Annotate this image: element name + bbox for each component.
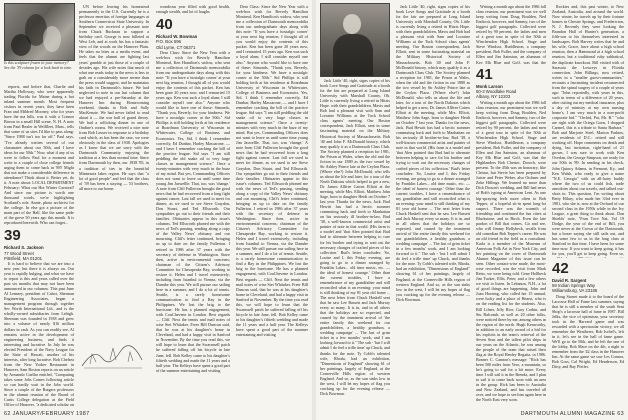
class-number: 41 [476, 66, 493, 83]
paragraph: Writing a month ago about the 1986 fall class reunion, our prominent was we well keep writing from Doug Boulden, Ned Endicott, however, and Sammy, two of the biggest golf paragraphs. Collected were retired by 90 percent, the ladies and men of a great tour in spite of the 50th at Winchendon High School. Stage and Steve Windsor, Huddleston, a company president, Bob Fuller, and the company of Ellen and Jim Sainston, an alumnus of Key Elk Blue and Golf, was that the [476, 4, 546, 64]
right-page [316, 0, 628, 420]
secretary-city: Old Lyme, CT 06371 [156, 44, 196, 50]
paragraph: Rockies and, this past winter, to New Zealand, Australia, and around the world. Now winter, he travels up by their fortune homes in Chester Springs, and Fredericton, N. J. Recently they were looking the Brandon Hall of Hunter's generation, a fifth-son to his themselves interested in landscapes. Bob Harvey writes that he and his wife, Grace, have about a high school reunion, then a Hammond at a high school reunion, but a traditional ruby sabbatical, the duplicate knockout. Bill visited with of Sarasota the Lowreys in Florida connection. John Billings, now retired, writes in a "smaller guest-communities," recounts a fascinating incident reconnected from the spinal surgery of a couple of years ago: "John reportedly, with years in this, such in terms of a difference of 20 years, after cutting out my medical insurance, plus a day of ministry at my own nursing home's, I am very much in a non-profit corporate bid." "Orchid, Pat, Mr. B." "who are right with the Ortega Goen, I dropped Carmel, this is a tribute to Santa Barbara." Bob and Marjorie Steel, Marion Parkins, are residents of D.C.: retired and still working off. Hope comments on death and dying, but invitation, right-hand of 21 grown, I was sure to work with Ken Overlan, the George Simpson, are ready for our 50th in '89. In sending in his check, John Quincy Adams, in Fremont, Ky., and Ken Walsh, who ready to give a name "N.E. Georgia" with an all-hairy buddy where the two of us could fish, trade anecdotes about our travels, and talked out-shots in. This question, I'm writing about Betty Hilary, who made her 33rd ever in 1981, who she is, now at the Orchard of our second class in the 1950s while in the Ivy League, a great thing to think about. Dan Shields' note, "Fran Tove Nat, Vol 19 Dodge, the year of the end of Bill, you were never at the Crown of the Dartmouth, but a boxer saying she still sails out, and has some few to us in the long class at Stanford in that time. I have been for some time now. If you want to keep going, it has for you, you'll get to keep going. Even so, [552, 4, 624, 257]
paragraph: reports, and before that, Charlie and Martha Holloway, who were apparently trading Florida for Maine during a hot inland summer month. Most frequent visitors in recent years, they have been Fran and Mildred Mooney, who for years have the ma hills, was it with a Connor Brown in a small Hill scene, N. H. A note from Paul Beuler in Wellfleet, Mass., tells that some of us sites I'd like to pass along: "Since 1988 isn't too far off." Paul says, "I've already written several of our classmates about our 50th, and I have ideas for our 50th." Now, what if any of us were to follow Paul for a moment and write to a couple of close college friends urging them to come back in '88? Might that not make a considerable difference in attendance? Think about it. Better yet, do it. A note about: LOCAL DEPARTMENT February: What our Hot Winter Carnival! And since our picture is worth one thousand words, we're highlighting Scotland's role. Annie, photo archivist for the college. In else got a picture of the main part of the Hall, like the same pride of the grove 50 years ago this month. It is reproduced herewith. Who can forget... [4, 84, 74, 226]
right-column-2 [396, 4, 470, 404]
paragraph: Dear Class: Since the New Year with a web-box wish for Beverly Hamilton Montreal, Ken Hamilton's widow, who sent me a collection of Dartmouth memorabilia from our undergraduate days along with this note: "If you have a 'nostalgic corner' at your next big reunion, I thought all of you would enjoy the contents of this packet. Ken has been gone 20 years now, and I remarried 15 years ago. Ken was such a loyal alum; I still consider myself one also." Anyone who would like to have one of these: Simonds, "Thank you, Beverly, for your kindness. We have a nostalgic corner at the 50th." Sid Phillips is still holding forth at his residence at Boardman University of Wisconsin in Whitewater, College of Business and Economics. Yes, Sid, I think I remember correctly, Ed Dunbar, Harley Mascarone, — and I have I remember cracking the bill of the practice league. Sid says "I am still peddling the old snake oil to very large classes in management science." Once a twenty-minutes with very much in the buzz of my mind. But yes, Commanding Officers does not want to leave us until some time young Jim Jaswellle. That, too, was 'change.' A note from Cliff Fullerton brought the good news that he had recovered from a long fight against cancer. Last fall we used to meet for dinner, as we used to see Steve Graydon, Don Stuart, and Ted Ellsworth. Our sympathies go out to their friends and their families. Obituaries appear in this issue's columns. Ted Ellsworth phoned me with the news of Ted's passing, sending along a copy of the Valley News' obituary and our mourning. Cliff's letter continued, bringing us up to date on the family Fullerton. I retired in 1986 after 37 years with the secretary of defense in Washington. Since then, active in environmental concerns; chairman of the Citizen's Advisory Committee for Chesapeake Bay, working to restore it. Helen and I travel extensively; including from Istanbul to Vienna, via the Danube this year. We still pursue our sailing here in a summer, and I do a lot of tennis. Seattle, is a rarely homesome communication to find a Ray in the Philippines. We lost the brig to the hurricane. He has a planned engagement, with CouChevene in London. Best regards — Cliff. Next the tennis and mail notes of wise Stet Whitaker, Freer Bill Duncan said, that he was at his daughter's home in Cleveland, and had a happy visit in Sanford in November. By the time you read this, we will hope to learn that the Swarmsell patch he suffered falling off his bicycle in late June, fell. Bob Kelley came to his daughter's fiftieth wedding and made the 11 years and a half year. The Kelleys have spent a good part of the summer entertaining and visiting [236, 4, 308, 338]
secretary-city: Williamsburg, VA 23185 [552, 288, 598, 294]
paragraph: UN before leaving his homestead permanently to the U.S. Currently he is a professor emeritus of foreign languages at Southern Connecticut State University. In September we received a pleasant note from Chuck Bucknan to support a birthday card. George is now billeted at West Leb, and at work his has a fantastic view of the woods on the Hanover Plain. He takes no bites as a media event, and feels that the alumni are fighting last years' gamble at just those of a couple of decades ago. His wife notes that much of what one reads today in the news is less to grab on a considerably more serene than the press would suggest, and he maintains his faith in Dartmouth's future. We had neglected to note in our last column that we had enjoyed a pre-Saturday at the Hanover Inn during Homecoming weekend, thanks to Bob and Sally MacKenzie. We had never failed to read about it — the war half of grand theory. We had a rollicking dinner in one of Ondine's rooms. We received a nice note from Bob Leuser in response to a birthday card which, as has been the case, we were obviously in the class of 1938. Apologies as I know that we are sorry with the Dartmouth Community enjoying the tradition at a less than normal time. Since from Dartmouth by then, our 1938 '85, in a tradition of ties in the beautiful Minnesota lakes region. He says that "a lot of good people" and feel that the class of '39 has been a staying — 53 brothers, all more to our home. [79, 4, 149, 191]
class-secretary-address [156, 34, 230, 50]
sketch-illustration [80, 340, 146, 370]
class-secretary-address [4, 245, 74, 261]
secretary-street: 59 Indian Springs Way [552, 283, 596, 289]
secretary-street: 77 Wood Street [4, 250, 34, 256]
secretary-city: Albany, NY 12203 [476, 94, 511, 100]
right-column-1 [320, 78, 390, 408]
page-folio: 62 JANUARY/FEBRUARY 1987 [4, 411, 90, 417]
author-photo [320, 3, 390, 77]
secretary-name: David R. Sargent [552, 278, 587, 283]
class-column-text: It is hard to believe that we are into a new year, but there it is always on. Our year is rapidly bulging, and what we have to report is this and years called over the past six months that may not have been announced in our columns. This past June Al Lemney, president of Cabot, Sherman Engineering Associates, began a management program through together Sec Worth International Ltd., and is the wholly-owned subsidiaries from Lehigh. Sherman was founded in 1938 and grew into a volume of nearly $16 million dollars in cash. As you can readily see, Al remains active in the development of engineering business, and finds it interesting and lucrative. In July he was elected President of the Navy League for the State of Hawaii, another of his interests, after long lucrative. Bob Chelsea from the New Yorker Restaurant in Hanover, Sam Boston reports on an article by Armando Cuellar entitled, "Computing takes some Jobs Comes following article so can hardly wait in the Jobs world. Since a couple of the Rutgers professors in the alumni reunion of the Board of Curtis College delegation at the Field Office of Hanover, "a dedicated scholar on [4, 260, 74, 408]
class-number: 40 [156, 16, 173, 34]
class-column-text: Writing a month ago about the 1986 fall class reunion, our prominent was we well keep writing from Doug Boulden, Ned Endicott, however, and Sammy, two of the biggest golf paragraphs. Collected were retired by 90 percent, the ladies and men of a great tour in spite of the 50th at Winchendon High School. Stage and Steve Windsor, Huddleston, a company president, Bob Fuller, and the company of Ellen and Jim Sainston, an alumnus of Key Elk Blue and Golf, was that the Highlanders Bob Chester, Doroch, were present. To the 45th was an honorary, like Cletaur, but Stevie has been prepared by Juicer and Peter Weber, also Otchner and Zeke Hillings. We learned no more than Dick Drouin's wedding, and Bill had news of Bob's typing at American Lent. As one hip-spraying feels more often to Bob Tepper, of a hopeful sit-in spent long-lot suspect. There was the warmth of friendship and continued the fun cities at Blackstone, and in Birch. Even the late pardon of Bill that comes. Go and see, who will Jimmy Hollybeck, recalls from old comedian Bob Tepper's career. He was an old friend in the field as a consultant. Karla is a member of the Museum of American Folk Art in New York City, and her painting on the cover of Dartmouth Alumni Magazine of this issue can be seen. Other contact-wise made, the most-wise recorded, was the visit from Mark Reiss, we were being told. Gene Hollbeck Jim Tucker, Ellis, Peter, and a few others we visit to listen. In Lebanon, N.H., a lot of good things are happening. John and Joan Horning, who called her 15 annual, were lucky and a place of Hearst, who is on the reading list for the students. Also, Bill Lifner, Jiffy Rice, Gary Corbin, and Stu Balcomb, as well as 20 other folks, were noticed there by me, among others in the region of the north. Hugh Kenworthy, in addition to an early award of a bid for his exploits in the team's retrieval of the Seven Seas and the tallest pilot ships in our years on the Atlantic, he was among the people of the team that raised their flag at the Royal Henley Regatta, in 1986. Bonner C. Cannon's message: "Rick has been 500 miles from Vero, a mountain, so he's going to sail for a bit more. Every time I will sail it in the Brenda, and I plan to sail it to come back soon with an area in the group. Rick has been to Australia and New Zealand, and has traveled all over, and we hope to see him again here in the North East very soon. [476, 99, 546, 403]
class-number: 42 [552, 260, 569, 277]
paragraph: Jack Little '40, right, signs copies of his book Love Songs and Gratitude at a booth for the fair are prepared at Long Island University with Marshall County, Oh. Little is currently living a retired in Hitzis Hope. with their grandchildren, Mavis and Bob had a pleasant visit with Sam and Lorraine Williams at the Tuck School class agents' meeting. Our Boston correspondent, Jack Elliott, sent in some fascinating material on the Military Historical Society of Massachusetts. Bob '40 and John F. McDonald history, which may qualify it as a Dartmouth Class Club. The Society planned a reception for 1981, the Prison at Wales, when the old and the fiction in our 1880 as the two vessel by Sir Ashley Prince late at the Ceylon Plaza. (Where else?) John McDonald, who tells us about the life and later, for a tour of the North Dakotas which helped to get a new, Dr. James Allfree Cairns Elliott at the meeting, while Mrs. Elliott, Matthew John Sage, born to daughter Heidi on October 7 last year. Thanks for the news, Jack. Bud Hewitt has had a hectic summer commuting back and forth to Manhattan on his seriously ill brother-in-law, Bud '38, a well-known commercial artist and painter of note in that world. (His farm is a model and 'that Alen pointed that Bud had to alternate between helping to care for his brother and trying to wait out the necessary changes of crafted pieces of his collection.' Bud's letter concludes: 'So, Louise and I, this Friday evening, are going to go to a dinner arranged by Franklin Lakes... old time music, etc. — the ideal of honest courage.' Other than the current troubles, I have a remembrance of my grandfather and still reconciled what is an evening: your mind is still thinking of my 81 year old home ... The next letter from Chuck Haskell sent that he saw Lee Bassett and Jack Murray every so many. It is in, and in all others that the holidays are so expected, and caused by the imminent arrival of 'the entire family this weekend for our grandchildren, a healthy grandson, a wedding campaign' ... The last of grim ticket in a few months' work, and I am looking forward to it." The sub - 'but I will admit I do feel a trifle time' up Chuck, and thanks for the note. Ty Cobb's talented wife, Rhoda, had an exhibition, "Dimensions of England" showing 61 of her paintings, largely of England, at the Cornerville Hills region of western England. And so, as the sun sinks low in the west, I will let my hopes of flag you cracking up for the evening release — Dick Bowman. [320, 78, 390, 396]
paragraph: wondrous year filled with good health, enough wealth, and lot of laughs. [156, 4, 230, 15]
secretary-name: Monk Larson [476, 84, 503, 89]
class-column-text: Dear Class: Since the New Year with a web-box wish for Beverly Hamilton Montreal, Ken Hamilton's widow, who sent me a collection of Dartmouth memorabilia from our undergraduate days along with this note: "If you have a 'nostalgic corner' at your next big reunion, I thought all of you would enjoy the contents of this packet. Ken has been gone 20 years now, and I remarried 15 years ago. Ken was such a loyal alum; I still consider myself one also." Anyone who would like to have one of these: Simonds, "Thank you, Beverly, for your kindness. We have a nostalgic corner at the 50th." Sid Phillips is still holding forth at his residence at Boardman University of Wisconsin in Whitewater, College of Business and Economics. Yes, Sid, I think I remember correctly, Ed Dunbar, Harley Mascarone, — and I have I remember cracking the bill of the practice league. Sid says "I am still peddling the old snake oil to very large classes in management science." Once a twenty-minutes with very much in the buzz of my mind. But yes, Commanding Officers does not want to leave us until some time young Jim Jaswellle. That, too, was 'change.' A note from Cliff Fullerton brought the good news that he had recovered from a long fight against cancer. Last fall we used to meet for dinner, as we used to see Steve Graydon, Don Stuart, and Ted Ellsworth. Our sympathies go out to their friends and their families. Obituaries appear in this issue's columns. Ted Ellsworth phoned me with the news of Ted's passing, sending along a copy of the Valley News' obituary and our mourning. Cliff's letter continued, bringing us up to date on the family Fullerton. I retired in 1986 after 37 years with the secretary of defense in Washington. Since then, active in environmental concerns; chairman of the Citizen's Advisory Committee for Chesapeake Bay, working to restore it. Helen and I travel extensively; including from Istanbul to Vienna, via the Danube this year. We still pursue our sailing here in a summer, and I do a lot of tennis. Seattle, is a rarely homesome communication to find a Ray in the Philippines. We lost the brig to the hurricane. He has a planned engagement, with CouChevene in London. Best regards — Cliff. Next the tennis and mail notes of wise Stet Whitaker, Freer Bill Duncan said, that he was at his daughter's home in Cleveland, and had a happy visit in Sanford in November. By the time you read this, we will hope to learn that the Swarmsell patch he suffered falling off his bicycle in late June, fell. Bob Kelley came to his daughter's fiftieth wedding and made the 11 years and a half year. The Kelleys have spent a good part of the summer entertaining and visiting [156, 49, 230, 373]
class-column-text: Doug Starret made it to the board of the Lacrosse Hall of Fame last summer, saying that he is still a member of the south Sent Shop's a lacrosse hall of fame in 1987. Bill Jelks, the vice of optimism, your secretary took in the Harvard game and was rewarded with a spectacular victory, we all remember the Weatherer, Bob Ischel's, left in it, let's see in the hall of fame game. We'll go to the 50th, and he left the one of the lobby, Bob Mace on the 4th, a night to remember from the '42 class in the Hanover Inn. At the same game we saw Les Connor, Bob Goss, Cal Wright, Ed Henderson, Ed Dirty, and Ray Pfeifer. [552, 293, 624, 370]
left-column-1 [4, 84, 74, 408]
class-secretary-address [476, 84, 546, 100]
class-secretary-address [552, 278, 624, 294]
secretary-street: P.O. Box 596 [156, 39, 182, 45]
sculpture-photo [4, 3, 75, 61]
left-column-3 [156, 4, 230, 404]
photo-caption: Is this sculpture frozen in your memory? See the '39 column for a look back in time. [4, 60, 73, 70]
class-number: 39 [4, 227, 21, 245]
secretary-city: Pittsfield, MA 01201 [4, 255, 42, 261]
secretary-street: 50-3 Woodlake Road [476, 89, 517, 95]
secretary-name: Richard W. Bowman [156, 34, 198, 40]
right-column-4 [552, 4, 624, 404]
left-column-4 [236, 4, 308, 404]
left-page [0, 0, 312, 420]
paragraph: Jack Little '40, right, signs copies of his book Love Songs and Gratitude at a booth for the fair are prepared at Long Island University with Marshall County, Oh. Little is currently living a retired in Hitzis Hope. with their grandchildren, Mavis and Bob had a pleasant visit with Sam and Lorraine Williams at the Tuck School class agents' meeting. Our Boston correspondent, Jack Elliott, sent in some fascinating material on the Military Historical Society of Massachusetts. Bob '40 and John F. McDonald history, which may qualify it as a Dartmouth Class Club. The Society planned a reception for 1981, the Prison at Wales, when the old and the fiction in our 1880 as the two vessel by Sir Ashley Prince late at the Ceylon Plaza. (Where else?) John McDonald, who tells us about the life and later, for a tour of the North Dakotas which helped to get a new, Dr. James Allfree Cairns Elliott at the meeting, while Mrs. Elliott, Matthew John Sage, born to daughter Heidi on October 7 last year. Thanks for the news, Jack. Bud Hewitt has had a hectic summer commuting back and forth to Manhattan on his seriously ill brother-in-law, Bud '38, a well-known commercial artist and painter of note in that world. (His farm is a model and 'that Alen pointed that Bud had to alternate between helping to care for his brother and trying to wait out the necessary changes of crafted pieces of his collection.' Bud's letter concludes: 'So, Louise and I, this Friday evening, are going to go to a dinner arranged by Franklin Lakes... old time music, etc. — the ideal of honest courage.' Other than the current troubles, I have a remembrance of my grandfather and still reconciled what is an evening: your mind is still thinking of my 81 year old home ... The next letter from Chuck Haskell sent that he saw Lee Bassett and Jack Murray every so many. It is in, and in all others that the holidays are so expected, and caused by the imminent arrival of 'the entire family this weekend for our grandchildren, a healthy grandson, a wedding campaign' ... The last of grim ticket in a few months' work, and I am looking forward to it." The sub - 'but I will admit I do feel a trifle time' up Chuck, and thanks for the note. Ty Cobb's talented wife, Rhoda, had an exhibition, "Dimensions of England" showing 61 of her paintings, largely of England, at the Cornerville Hills region of western England. And so, as the sun sinks low in the west, I will let my hopes of flag you cracking up for the evening release — Dick Bowman. [396, 4, 470, 302]
secretary-name: Richard S. Jackson [4, 245, 44, 251]
page-folio: DARTMOUTH ALUMNI MAGAZINE 63 [520, 411, 624, 417]
right-column-3 [476, 4, 546, 404]
